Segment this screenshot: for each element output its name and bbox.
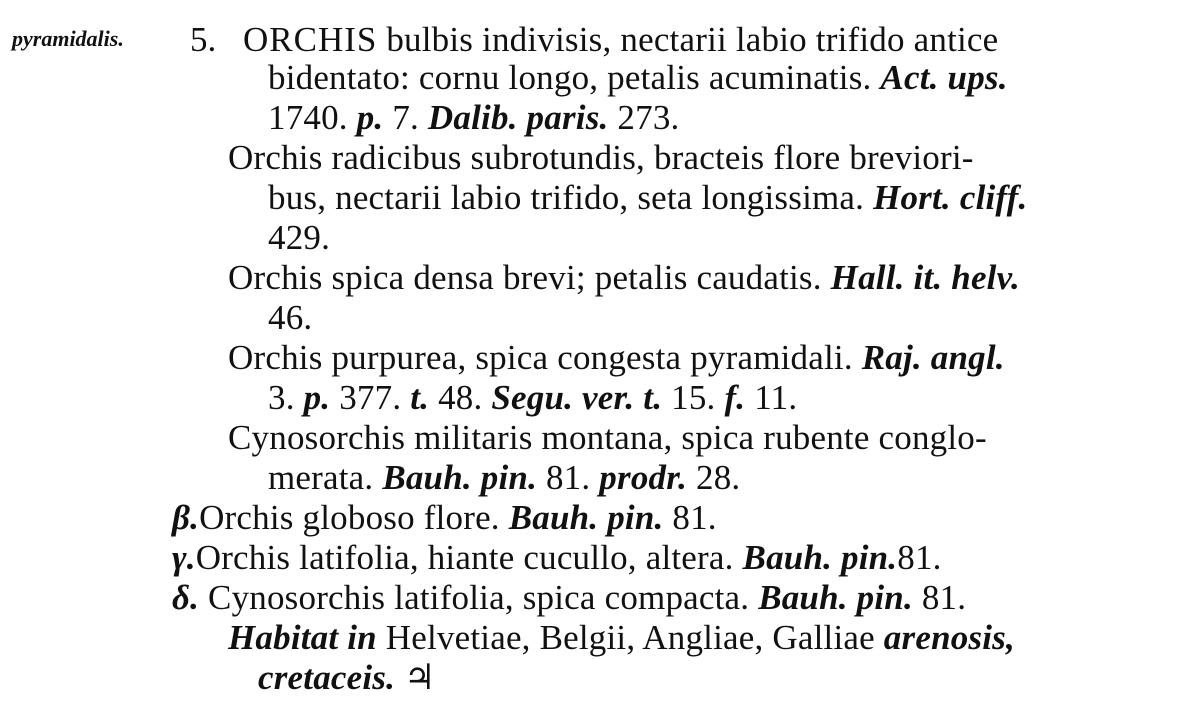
page-abbrev: p. [356,98,384,137]
variety-delta-cite: Bauh. pin. [758,578,913,617]
synonym-4-line-2 [268,458,740,498]
genus-name: ORCHIS [243,20,378,59]
diagnosis-line-3 [268,98,679,138]
ref-28: 28. [696,458,741,497]
synonym-1-text-2: bus, nectarii labio trifido, seta longissima. [268,178,865,217]
variety-delta [172,578,966,618]
variety-beta-cite: Bauh. pin. [508,498,664,537]
diagnosis-text-1: bulbis indivisis, nectarii labio trifido antice [377,20,999,59]
synonym-1-line-3: 429. [268,218,331,257]
synonym-4-line-1: Cynosorchis militaris montana, spica rubente conglo- [228,418,987,457]
variety-gamma-cite: Bauh. pin. [742,538,898,577]
variety-beta-text: Orchis globoso flore. [199,498,500,537]
habitat-line-1 [228,618,1015,658]
synonym-1-line-1: Orchis radicibus subrotundis, bracteis flore breviori- [228,138,974,177]
ref-3: 3. [268,378,295,417]
variety-beta [172,498,717,538]
ref-48: 48. [438,378,483,417]
habitat-cretaceis: cretaceis. [258,658,396,697]
ref-p: p. [303,378,331,417]
variety-gamma-text: Orchis latifolia, hiante cucullo, altera. [195,538,734,577]
variety-delta-text: Cynosorchis latifolia, spica compacta. [208,578,750,617]
diagnosis-text-2: bidentato: cornu longo, petalis acuminatis. [268,58,872,97]
habitat-line-2 [258,658,436,698]
page-number-273: 273. [617,98,680,137]
citation-act-ups: Act. ups. [880,58,1008,97]
page-number-7: 7. [392,98,419,137]
ref-f: f. [724,378,746,417]
ref-t: t. [410,378,430,417]
habitat-text: Helvetiae, Belgii, Angliae, Galliae [376,618,875,657]
synonym-3-text-1: Orchis purpurea, spica congesta pyramidali. [228,338,853,377]
synonym-3-line-1 [228,338,1005,378]
diagnosis-line-2 [268,58,1008,98]
synonym-2-line-1 [228,258,1020,298]
margin-species-name: pyramidalis. [12,26,124,51]
synonym-2-text-1: Orchis spica densa brevi; petalis caudatis. [228,258,822,297]
diagnosis-line-1 [243,20,998,60]
habitat-arenosis: arenosis, [874,618,1015,657]
variety-marker-gamma: γ. [172,538,196,577]
ref-11: 11. [754,378,798,417]
variety-marker-delta: δ. [172,578,200,617]
species-number: 5. [190,20,217,59]
variety-delta-num: 81. [921,578,967,617]
synonym-1-line-2 [268,178,1027,218]
ref-377: 377. [339,378,402,417]
citation-hall-it-helv: Hall. it. helv. [830,258,1020,297]
citation-segu-ver: Segu. ver. t. [491,378,663,417]
ref-81: 81. [545,458,591,497]
citation-raj-angl: Raj. angl. [861,338,1005,377]
perennial-symbol-icon: ♃ [404,658,436,697]
citation-dalib-paris: Dalib. paris. [427,98,609,137]
variety-gamma [172,538,942,578]
habitat-label: Habitat in [228,618,377,657]
citation-hort-cliff: Hort. cliff. [873,178,1028,217]
year-1740: 1740. [268,98,348,137]
synonym-2-line-2: 46. [268,298,313,337]
variety-gamma-num: 81. [897,538,942,577]
synonym-3-line-2 [268,378,797,418]
variety-beta-num: 81. [672,498,717,537]
synonym-4-text-2: merata. [268,458,374,497]
variety-marker-beta: β. [172,498,200,537]
ref-15: 15. [671,378,716,417]
citation-bauh-pin: Bauh. pin. [382,458,538,497]
citation-prodr: prodr. [599,458,688,497]
